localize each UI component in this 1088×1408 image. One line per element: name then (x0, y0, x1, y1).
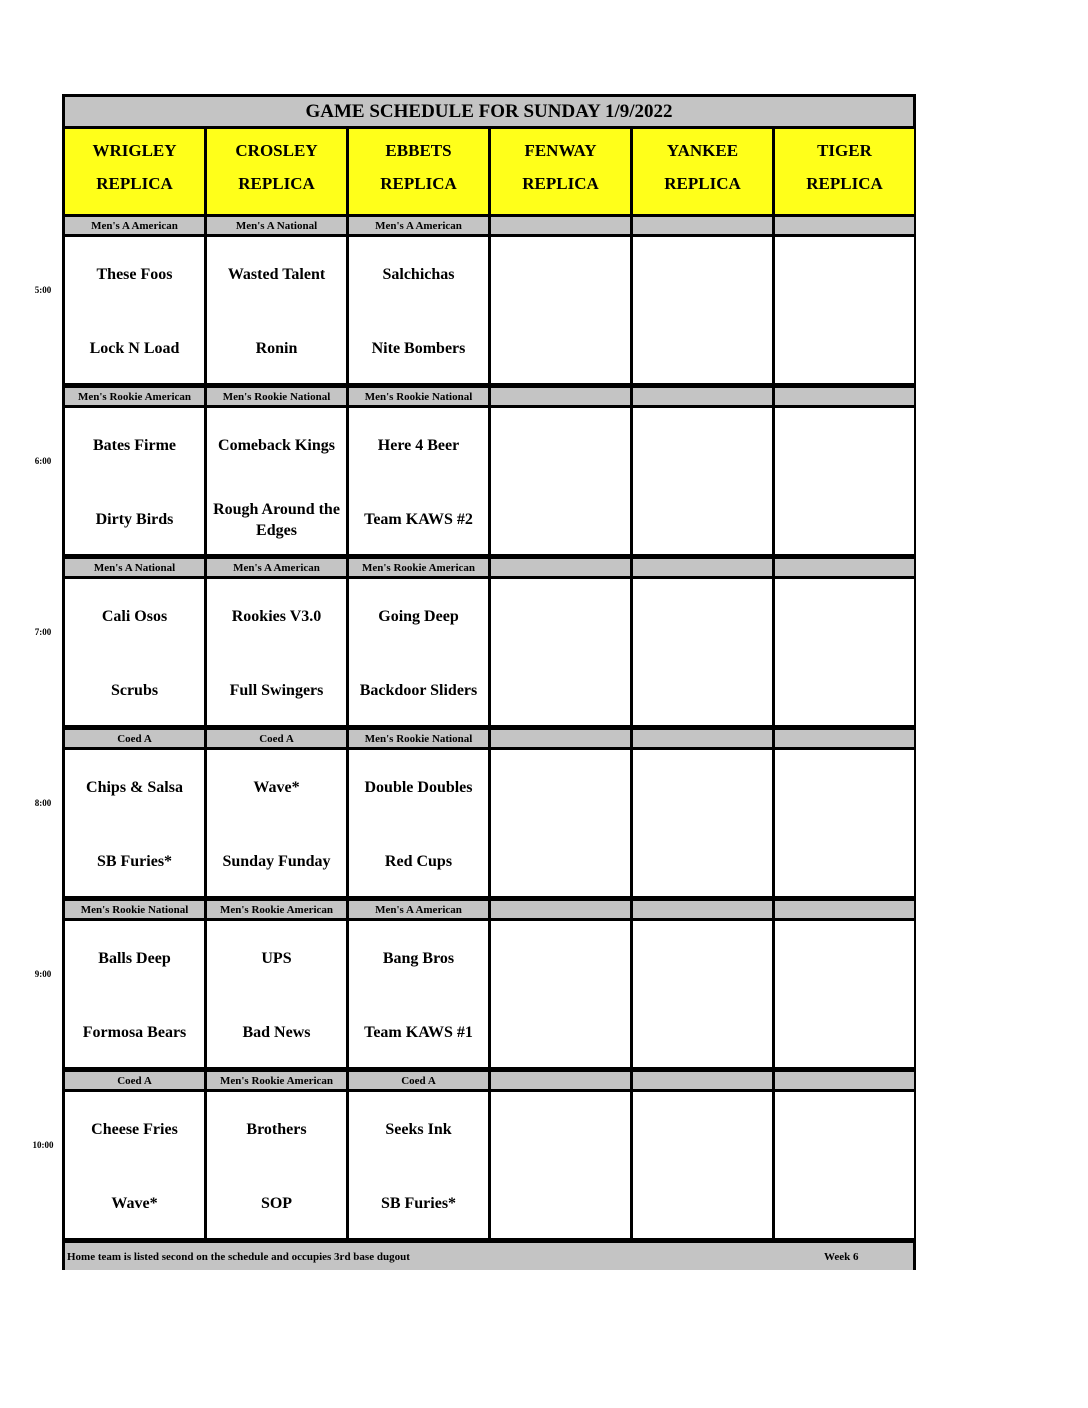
game-cell (775, 237, 914, 383)
away-team: Rookies V3.0 (231, 608, 322, 625)
field-name: CROSLEY (235, 141, 318, 160)
field-name: EBBETS (385, 141, 452, 160)
division-label: Men's A American (65, 217, 204, 234)
game-cell (65, 237, 204, 383)
away-team: Cheese Fries (91, 1121, 178, 1138)
home-team: Team KAWS #2 (364, 511, 473, 528)
footer-note: Home team is listed second on the schedule and occupies 3rd base dugout (67, 1251, 410, 1263)
home-team: Rough Around the Edges (213, 501, 340, 539)
game-cell (349, 408, 488, 554)
division-label (775, 730, 914, 747)
division-label (491, 730, 630, 747)
game-cell (633, 1092, 772, 1238)
time-slot-label: 5:00 (34, 285, 52, 295)
away-team: UPS (261, 950, 292, 967)
division-label (491, 559, 630, 576)
away-team: Going Deep (378, 608, 459, 625)
division-label (491, 388, 630, 405)
home-team: Ronin (255, 340, 298, 357)
home-team: Backdoor Sliders (359, 682, 478, 699)
time-slot-label: 7:00 (34, 627, 52, 637)
home-team: Scrubs (110, 682, 159, 699)
division-label: Men's Rookie National (349, 730, 488, 747)
schedule-table (62, 94, 916, 1270)
game-cell (633, 750, 772, 896)
away-team: Cali Osos (101, 608, 168, 625)
division-label (491, 217, 630, 234)
week-label: Week 6 (824, 1251, 859, 1263)
division-label (775, 1072, 914, 1089)
away-team: Seeks Ink (385, 1121, 452, 1138)
time-slot-label: 6:00 (34, 456, 52, 466)
time-slot-label: 10:00 (32, 1140, 54, 1150)
division-label (491, 901, 630, 918)
away-team: Brothers (246, 1121, 307, 1138)
division-label: Men's A American (349, 901, 488, 918)
division-label: Men's Rookie American (207, 1072, 346, 1089)
game-cell (207, 1092, 346, 1238)
game-cell (491, 579, 630, 725)
game-cell (775, 750, 914, 896)
field-header-tiger (775, 129, 914, 214)
division-label (633, 559, 772, 576)
away-team: Here 4 Beer (377, 437, 460, 454)
home-team: Nite Bombers (371, 340, 466, 357)
home-team: Red Cups (384, 853, 453, 870)
game-cell (633, 921, 772, 1067)
away-team: Salchichas (382, 266, 455, 283)
division-label: Coed A (65, 1072, 204, 1089)
time-slot-label: 9:00 (34, 969, 52, 979)
field-subtitle: REPLICA (380, 174, 457, 193)
field-subtitle: REPLICA (522, 174, 599, 193)
game-cell (491, 1092, 630, 1238)
game-cell (207, 921, 346, 1067)
schedule-title: GAME SCHEDULE FOR SUNDAY 1/9/2022 (65, 97, 913, 126)
game-cell (349, 579, 488, 725)
division-label: Coed A (65, 730, 204, 747)
field-header-yankee (633, 129, 772, 214)
division-label: Men's Rookie National (349, 388, 488, 405)
division-label: Men's Rookie National (65, 901, 204, 918)
division-label: Men's Rookie American (349, 559, 488, 576)
home-team: Formosa Bears (82, 1024, 187, 1041)
division-label (491, 1072, 630, 1089)
division-label: Men's Rookie National (207, 388, 346, 405)
home-team: Wave* (111, 1195, 158, 1212)
game-cell (207, 579, 346, 725)
away-team: Wave* (253, 779, 300, 796)
field-name: YANKEE (666, 141, 739, 160)
game-cell (65, 408, 204, 554)
division-label (633, 901, 772, 918)
game-cell (207, 750, 346, 896)
away-team: Bates Firme (92, 437, 177, 454)
field-subtitle: REPLICA (664, 174, 741, 193)
away-team: Wasted Talent (227, 266, 326, 283)
field-name: WRIGLEY (92, 141, 177, 160)
field-header-wrigley (65, 129, 204, 214)
division-label (775, 217, 914, 234)
division-label (775, 901, 914, 918)
division-label: Coed A (349, 1072, 488, 1089)
division-label: Men's A National (65, 559, 204, 576)
game-cell (775, 579, 914, 725)
division-label: Men's A American (207, 559, 346, 576)
game-cell (349, 237, 488, 383)
division-label: Men's A American (349, 217, 488, 234)
field-subtitle: REPLICA (806, 174, 883, 193)
division-label (633, 217, 772, 234)
game-cell (491, 750, 630, 896)
division-label (633, 388, 772, 405)
field-subtitle: REPLICA (238, 174, 315, 193)
game-cell (65, 579, 204, 725)
away-team: Balls Deep (98, 950, 171, 967)
game-cell (491, 921, 630, 1067)
game-cell (349, 921, 488, 1067)
game-cell (207, 408, 346, 554)
home-team: Lock N Load (89, 340, 180, 357)
field-name: TIGER (817, 141, 872, 160)
game-cell (65, 750, 204, 896)
home-team: Sunday Funday (222, 853, 331, 870)
home-team: Bad News (242, 1024, 311, 1041)
field-header-fenway (491, 129, 630, 214)
division-label (633, 730, 772, 747)
division-label (775, 559, 914, 576)
game-cell (207, 237, 346, 383)
home-team: Dirty Birds (95, 511, 174, 528)
field-header-crosley (207, 129, 346, 214)
division-label: Men's Rookie American (65, 388, 204, 405)
game-cell (491, 408, 630, 554)
home-team: Team KAWS #1 (364, 1024, 473, 1041)
game-cell (775, 921, 914, 1067)
division-label: Men's A National (207, 217, 346, 234)
home-team: Full Swingers (229, 682, 324, 699)
away-team: Double Doubles (364, 779, 473, 796)
division-label (633, 1072, 772, 1089)
game-cell (65, 1092, 204, 1238)
game-cell (633, 237, 772, 383)
game-cell (349, 750, 488, 896)
away-team: Comeback Kings (218, 437, 335, 454)
game-cell (775, 408, 914, 554)
away-team: Chips & Salsa (86, 779, 183, 796)
game-cell (65, 921, 204, 1067)
away-team: Bang Bros (382, 950, 455, 967)
division-label: Men's Rookie American (207, 901, 346, 918)
game-cell (633, 408, 772, 554)
game-cell (349, 1092, 488, 1238)
away-team: These Foos (96, 266, 173, 283)
home-team: SOP (260, 1195, 293, 1212)
home-team: SB Furies* (96, 853, 173, 870)
game-cell (491, 237, 630, 383)
game-cell (775, 1092, 914, 1238)
game-cell (633, 579, 772, 725)
field-subtitle: REPLICA (96, 174, 173, 193)
field-name: FENWAY (524, 141, 597, 160)
division-label: Coed A (207, 730, 346, 747)
footer (65, 1243, 913, 1270)
time-slot-label: 8:00 (34, 798, 52, 808)
home-team: SB Furies* (380, 1195, 457, 1212)
division-label (775, 388, 914, 405)
field-header-ebbets (349, 129, 488, 214)
